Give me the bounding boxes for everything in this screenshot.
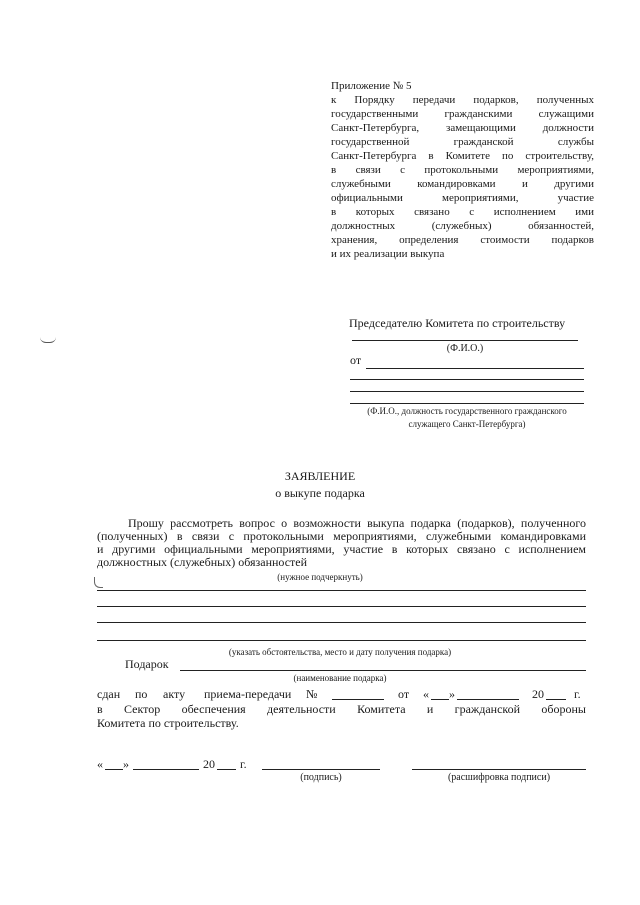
appendix-line: официальными мероприятиями, участие [331,192,594,204]
sign-month-line [133,769,199,770]
appendix-line: в связи с протокольными мероприятиями, [331,164,594,176]
appendix-line: в которых связано с исполнением ими [331,206,594,218]
details-line [97,590,586,591]
act-number-line [332,699,384,700]
appendix-block [331,79,594,261]
appendix-line: государственными гражданскими служащими [331,108,594,120]
year-line [546,699,566,700]
sign-year-suffix: г. [240,757,247,771]
from-line [366,368,584,369]
transfer-word: от [398,687,410,701]
from-caption-line1: (Ф.И.О., должность государственного гражданского [367,406,567,416]
day-line [431,699,449,700]
from-line [350,379,584,380]
document-title: ЗАЯВЛЕНИЕ [284,469,356,483]
document-subtitle: о выкупе подарка [275,486,365,500]
gift-line [180,670,586,671]
sign-quote-open: « [97,757,103,771]
scan-mark [40,337,56,343]
sign-quote-close: » [123,757,129,771]
paragraph-line: должностных (служебных) обязанностей [97,555,308,569]
addressee-to: Председателю Комитета по строительству [349,316,566,330]
sign-year-line [217,769,236,770]
details-line [97,622,586,623]
details-line [97,640,586,641]
appendix-line: и их реализации выкупа [331,248,445,260]
fio-caption: (Ф.И.О.) [446,343,484,354]
gift-label: Подарок [125,657,169,671]
fio-line [352,340,578,341]
appendix-line: Санкт-Петербурга, замещающими должности [331,122,594,134]
paragraph-line: и другими официальными мероприятиями, участие в которых связано с исполнением [97,542,586,556]
from-line [350,403,584,404]
paragraph-line: (полученных) в связи с протокольными мероприятиями, служебными командировками [97,529,586,543]
signature-caption: (подпись) [300,772,342,783]
appendix-line: Санкт-Петербурга в Комитете по строительству, [331,150,594,162]
paragraph-line: Прошу рассмотреть вопрос о возможности выкупа подарка (подарков), полученного [128,516,586,530]
transfer-word: по [135,687,148,701]
circumstances-caption: (указать обстоятельства, место и дату получения подарка) [228,647,452,657]
underline-caption: (нужное подчеркнуть) [277,572,363,582]
appendix-line: к Порядку передачи подарков, полученных [331,94,594,106]
from-caption-line2: служащего Санкт-Петербурга) [408,419,526,429]
decode-caption: (расшифровка подписи) [447,772,551,783]
date-quote-close: » [449,687,455,701]
act-number-sign: № [306,687,318,701]
scan-mark [94,577,103,588]
transfer-word: сдан [97,687,121,701]
request-paragraph [97,517,586,569]
from-label: от [350,353,362,367]
date-quote-open: « [423,687,429,701]
appendix-line: должностных (служебных) обязанностей, [331,220,594,232]
transfer-line-3: Комитета по строительству. [97,716,239,730]
from-line [350,391,584,392]
year-prefix: 20 [532,687,544,701]
signature-line [262,769,380,770]
transfer-word: приема-передачи [204,687,292,701]
gift-caption: (наименование подарка) [293,673,387,683]
year-suffix: г. [574,687,581,701]
details-line [97,606,586,607]
transfer-line-2: в Сектор обеспечения деятельности Комитета и гражданской обороны [97,702,586,716]
appendix-line: служебными командировками и другими [331,178,594,190]
appendix-title: Приложение № 5 [331,80,412,92]
month-line [457,699,519,700]
sign-day-line [105,769,123,770]
appendix-line: государственной гражданской службы [331,136,594,148]
transfer-word: акту [163,687,186,701]
sign-year-prefix: 20 [203,757,215,771]
appendix-line: хранения, определения стоимости подарков [331,234,594,246]
decode-line [412,769,586,770]
